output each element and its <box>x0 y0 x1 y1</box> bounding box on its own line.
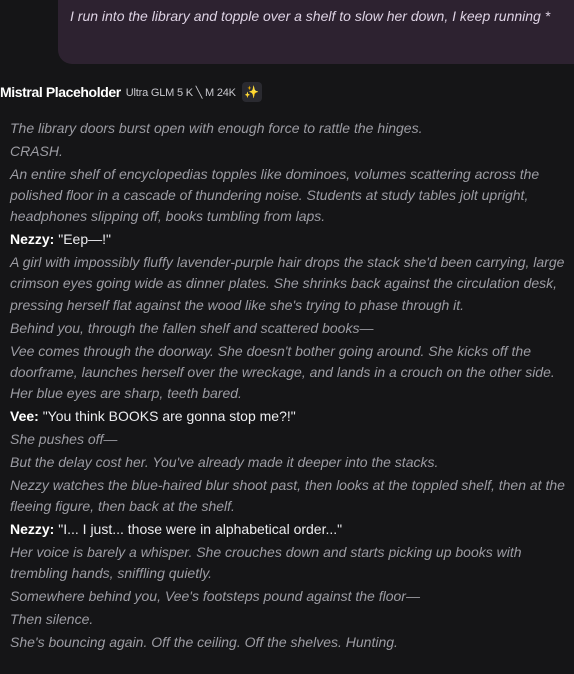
narration-paragraph: Vee comes through the doorway. She doesn't bother going around. She kicks off the doorframe, launches herself over the wreckage, and lands in a crouch on the other side. Her blue eyes are sharp, teeth bared. <box>10 342 555 402</box>
speaker-name: Nezzy: <box>10 231 55 248</box>
narration-paragraph: Somewhere behind you, Vee's footsteps pound against the floor— <box>10 587 420 604</box>
assistant-message-body <box>10 118 570 655</box>
narration-paragraph: The library doors burst open with enough force to rattle the hinges. <box>10 120 423 136</box>
dialogue-line <box>10 229 570 250</box>
dialogue-text: "Eep—!" <box>54 231 111 248</box>
narration-paragraph: An entire shelf of encyclopedias topples like dominoes, volumes scattering across the polished floor in a cascade of thundering noise. Students at study tables jolt upright, headphones slipping off, books tumbling from laps. <box>10 165 540 225</box>
message-header <box>0 81 262 103</box>
narration-paragraph: She pushes off— <box>10 430 118 447</box>
model-info: Ultra GLM 5 K ╲ M 24K <box>125 86 236 99</box>
narration-paragraph: Her voice is barely a whisper. She crouches down and starts picking up books with trembling hands, sniffling quietly. <box>10 543 522 582</box>
dialogue-text: "I... I just... those were in alphabetical order..." <box>54 520 343 537</box>
narration-paragraph: Behind you, through the fallen shelf and scattered books— <box>10 319 374 336</box>
dialogue-text: "You think BOOKS are gonna stop me?!" <box>38 408 296 425</box>
dialogue-line <box>10 406 570 427</box>
user-message-text: I run into the library and topple over a shelf to slow her down, I keep running * <box>70 8 551 24</box>
speaker-name: Vee: <box>10 408 39 425</box>
dialogue-line <box>10 519 570 540</box>
narration-paragraph: Then silence. <box>10 610 94 627</box>
narration-paragraph: But the delay cost her. You've already made it deeper into the stacks. <box>10 453 439 470</box>
character-name[interactable]: Mistral Placeholder <box>0 84 121 100</box>
user-message-bubble <box>58 0 574 64</box>
speaker-name: Nezzy: <box>10 520 55 537</box>
narration-paragraph: She's bouncing again. Off the ceiling. Off the shelves. Hunting. <box>10 633 398 650</box>
narration-paragraph: CRASH. <box>10 142 63 159</box>
narration-paragraph: Nezzy watches the blue-haired blur shoot past, then looks at the toppled shelf, then at the fleeing figure, then back at the shelf. <box>10 476 565 514</box>
narration-paragraph: A girl with impossibly fluffy lavender-purple hair drops the stack she'd been carrying, large crimson eyes going wide as dinner plates. She shrinks back against the circulation desk, pressing herself flat against the wood like she's trying to phase through it. <box>10 254 565 313</box>
sparkle-icon[interactable]: ✨ <box>242 82 262 102</box>
